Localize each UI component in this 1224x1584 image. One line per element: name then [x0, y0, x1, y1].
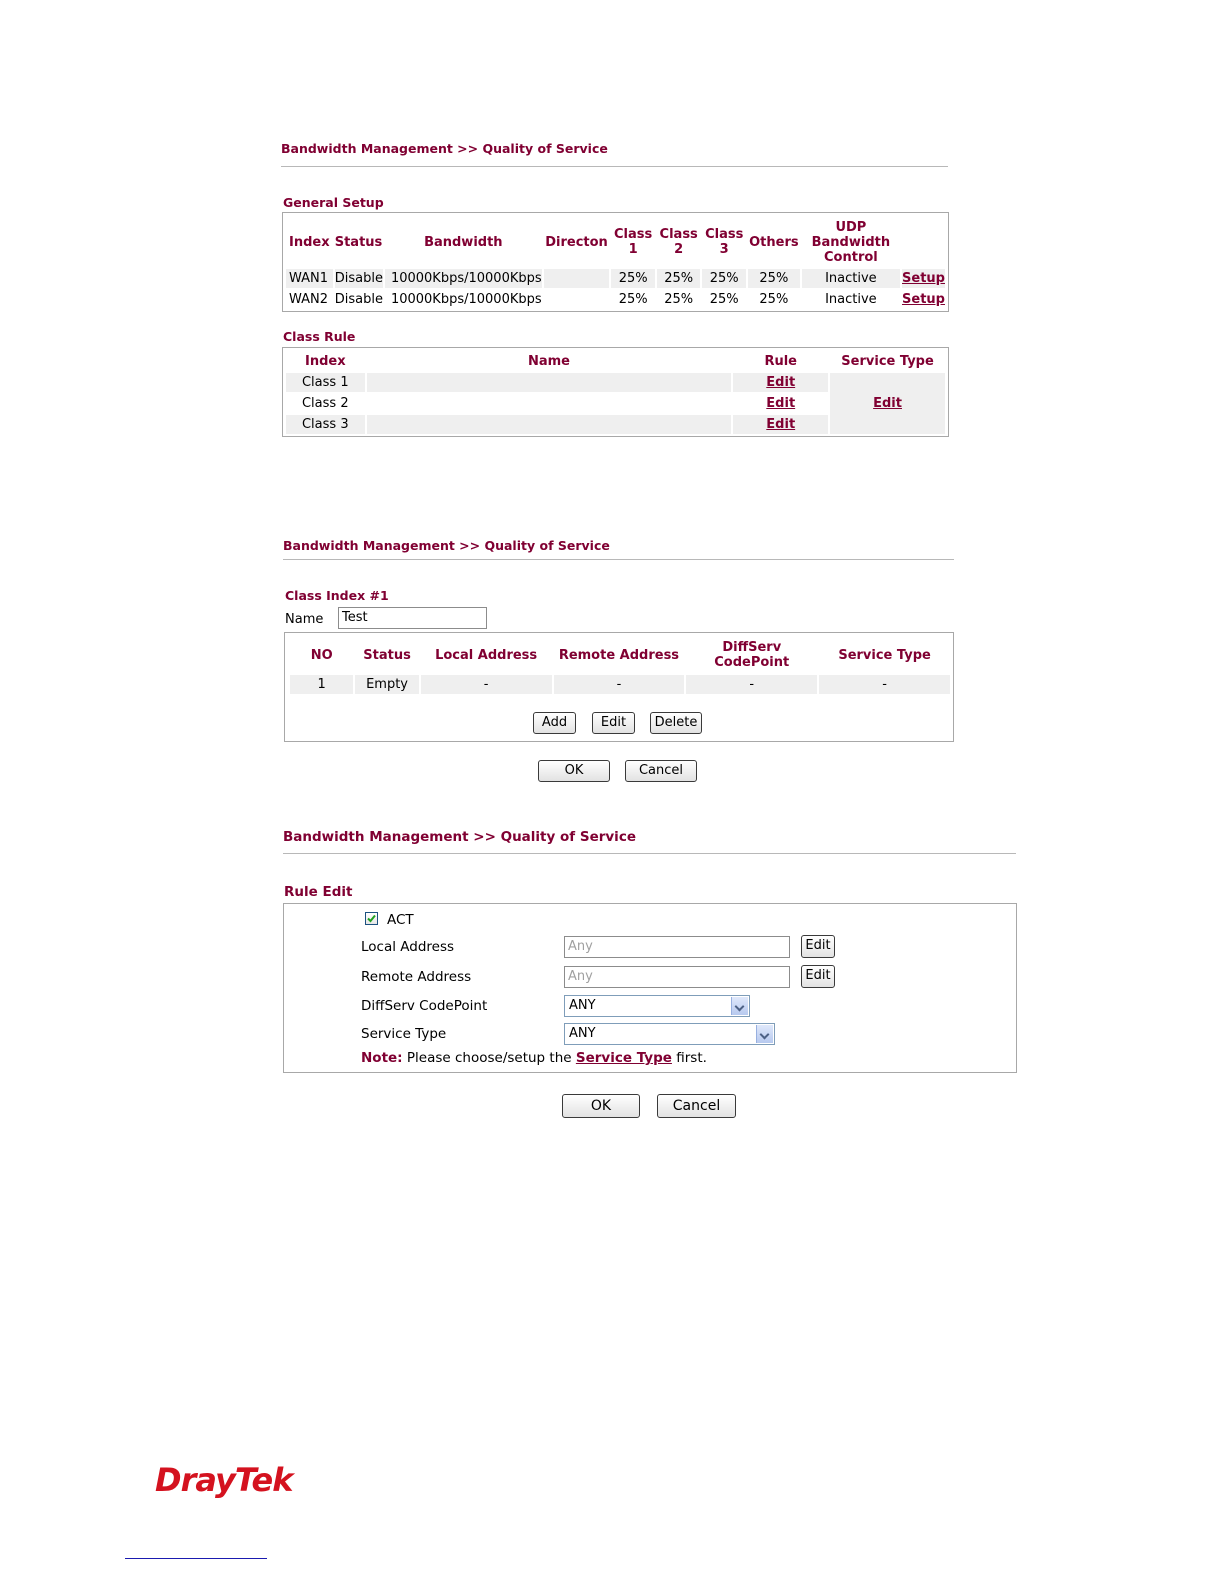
cell-others: 25%: [748, 269, 800, 288]
title-divider-2: [283, 559, 954, 560]
cell-class1: 25%: [611, 269, 655, 288]
footer-divider: [125, 1558, 267, 1559]
remote-address-input[interactable]: Any: [564, 966, 790, 988]
cell-status: Empty: [355, 675, 418, 694]
check-icon: [366, 913, 377, 924]
cell-direction: [544, 290, 610, 309]
remote-address-label: Remote Address: [361, 969, 472, 985]
title-divider-3: [283, 853, 1016, 854]
class2-rule-edit-link[interactable]: Edit: [766, 396, 796, 411]
chevron-down-icon: [756, 1025, 773, 1043]
general-setup-table-box: [282, 212, 949, 312]
table-row: [286, 290, 945, 309]
service-type-select[interactable]: [564, 1023, 775, 1045]
cell-class2: 25%: [664, 292, 694, 307]
act-checkbox[interactable]: [365, 912, 378, 925]
cell-others: 25%: [759, 292, 789, 307]
col-class3: Class 3: [705, 227, 744, 257]
cell-local-address: -: [421, 675, 552, 694]
delete-button[interactable]: Delete: [650, 712, 702, 734]
col-name: Name: [527, 354, 570, 369]
cell-bandwidth: 10000Kbps/10000Kbps: [385, 269, 542, 288]
table-row: [290, 675, 950, 694]
cell-status: Disable: [334, 271, 383, 286]
class-index-label: Class Index #1: [285, 588, 389, 603]
service-type-link[interactable]: Service Type: [575, 1050, 672, 1066]
cell-class2: 25%: [657, 269, 701, 288]
local-address-edit-button[interactable]: Edit: [801, 935, 835, 958]
wan1-setup-link[interactable]: Setup: [902, 271, 945, 286]
col-class1: Class 1: [614, 227, 653, 257]
class1-rule-edit-link[interactable]: Edit: [766, 375, 796, 390]
diffserv-label: DiffServ CodePoint: [361, 998, 488, 1014]
class3-rule-edit-link[interactable]: Edit: [766, 417, 796, 432]
cell-class3: 25%: [702, 269, 746, 288]
edit-button[interactable]: Edit: [592, 712, 635, 734]
note-label: Note:: [361, 1050, 403, 1066]
page-title-1: Bandwidth Management >> Quality of Service: [281, 141, 608, 156]
cell-bandwidth: 10000Kbps/10000Kbps: [390, 292, 542, 307]
service-type-label: Service Type: [361, 1026, 447, 1042]
col-service-type: Service Type: [838, 647, 931, 663]
cell-udp: Inactive: [802, 269, 900, 288]
draytek-logo: DrayTek: [155, 1461, 293, 1499]
col-direction: Directon: [545, 234, 608, 250]
cell-remote-address: -: [554, 675, 685, 694]
col-index: Index: [289, 234, 330, 250]
note-text-after: first.: [671, 1050, 707, 1066]
cell-index: Class 2: [301, 396, 349, 411]
cell-index: WAN1: [286, 269, 333, 288]
col-index: Index: [304, 354, 346, 369]
cell-index: WAN2: [289, 292, 329, 307]
service-type-select-value: ANY: [569, 1026, 596, 1041]
cell-direction: [544, 269, 610, 288]
page-title-2: Bandwidth Management >> Quality of Service: [283, 538, 610, 553]
ok-button-2[interactable]: OK: [538, 760, 610, 782]
class-name-input[interactable]: Test: [338, 607, 487, 629]
title-divider-1: [281, 166, 948, 167]
col-bandwidth: Bandwidth: [424, 234, 503, 250]
remote-address-edit-button[interactable]: Edit: [801, 965, 835, 988]
cell-status: Disable: [334, 292, 383, 307]
col-udp: UDP Bandwidth Control: [811, 219, 891, 265]
col-remote-address: Remote Address: [558, 647, 680, 663]
rule-edit-label: Rule Edit: [284, 884, 353, 900]
cell-class3: 25%: [709, 292, 739, 307]
cell-index: Class 1: [286, 373, 365, 392]
cancel-button-2[interactable]: Cancel: [625, 760, 697, 782]
col-local-address: Local Address: [435, 647, 538, 663]
service-type-edit-link[interactable]: Edit: [873, 396, 902, 411]
act-label: ACT: [387, 912, 414, 928]
local-address-input[interactable]: Any: [564, 936, 790, 958]
col-action: [902, 217, 945, 267]
ok-button-3[interactable]: OK: [562, 1094, 640, 1118]
cell-name: [367, 415, 732, 434]
diffserv-select[interactable]: [564, 995, 750, 1017]
col-rule: Rule: [764, 354, 797, 369]
cell-name: [367, 394, 732, 413]
name-label: Name: [285, 612, 324, 627]
col-no: NO: [310, 647, 333, 663]
cell-index: Class 3: [286, 415, 365, 434]
col-status: Status: [334, 234, 383, 250]
cell-action: [902, 290, 945, 309]
diffserv-select-value: ANY: [569, 998, 596, 1013]
cell-rule: [733, 373, 828, 392]
local-address-label: Local Address: [361, 939, 455, 955]
col-class2: Class 2: [659, 227, 698, 257]
class-rule-table-box: [282, 347, 949, 437]
note-line: [361, 1050, 707, 1066]
table-row: [286, 269, 945, 288]
cell-udp: Inactive: [825, 292, 877, 307]
add-button[interactable]: Add: [533, 712, 576, 734]
class-rule-table: [284, 350, 947, 436]
cell-service-type: -: [819, 675, 950, 694]
cell-rule: [733, 415, 828, 434]
col-service-type: Service Type: [841, 354, 934, 369]
table-row: [286, 373, 945, 392]
cell-class1: 25%: [618, 292, 648, 307]
page-title-3: Bandwidth Management >> Quality of Service: [283, 829, 636, 845]
cell-action: [902, 269, 945, 288]
cell-no: 1: [290, 675, 353, 694]
wan2-setup-link[interactable]: Setup: [902, 292, 945, 307]
cell-diffserv: -: [686, 675, 817, 694]
cell-service-type: [830, 373, 945, 434]
class-rule-label: Class Rule: [283, 329, 356, 344]
col-diffserv: DiffServ CodePoint: [714, 640, 790, 670]
rule-edit-box: [283, 903, 1017, 1073]
chevron-down-icon: [731, 997, 748, 1015]
col-status: Status: [363, 647, 411, 663]
general-setup-table: [284, 215, 947, 311]
general-setup-label: General Setup: [283, 195, 384, 210]
note-text-before: Please choose/setup the: [402, 1050, 576, 1066]
cancel-button-3[interactable]: Cancel: [657, 1094, 736, 1118]
class-index-table: [288, 635, 952, 696]
cell-rule: [733, 394, 828, 413]
cell-name: [367, 373, 732, 392]
col-others: Others: [749, 234, 799, 250]
